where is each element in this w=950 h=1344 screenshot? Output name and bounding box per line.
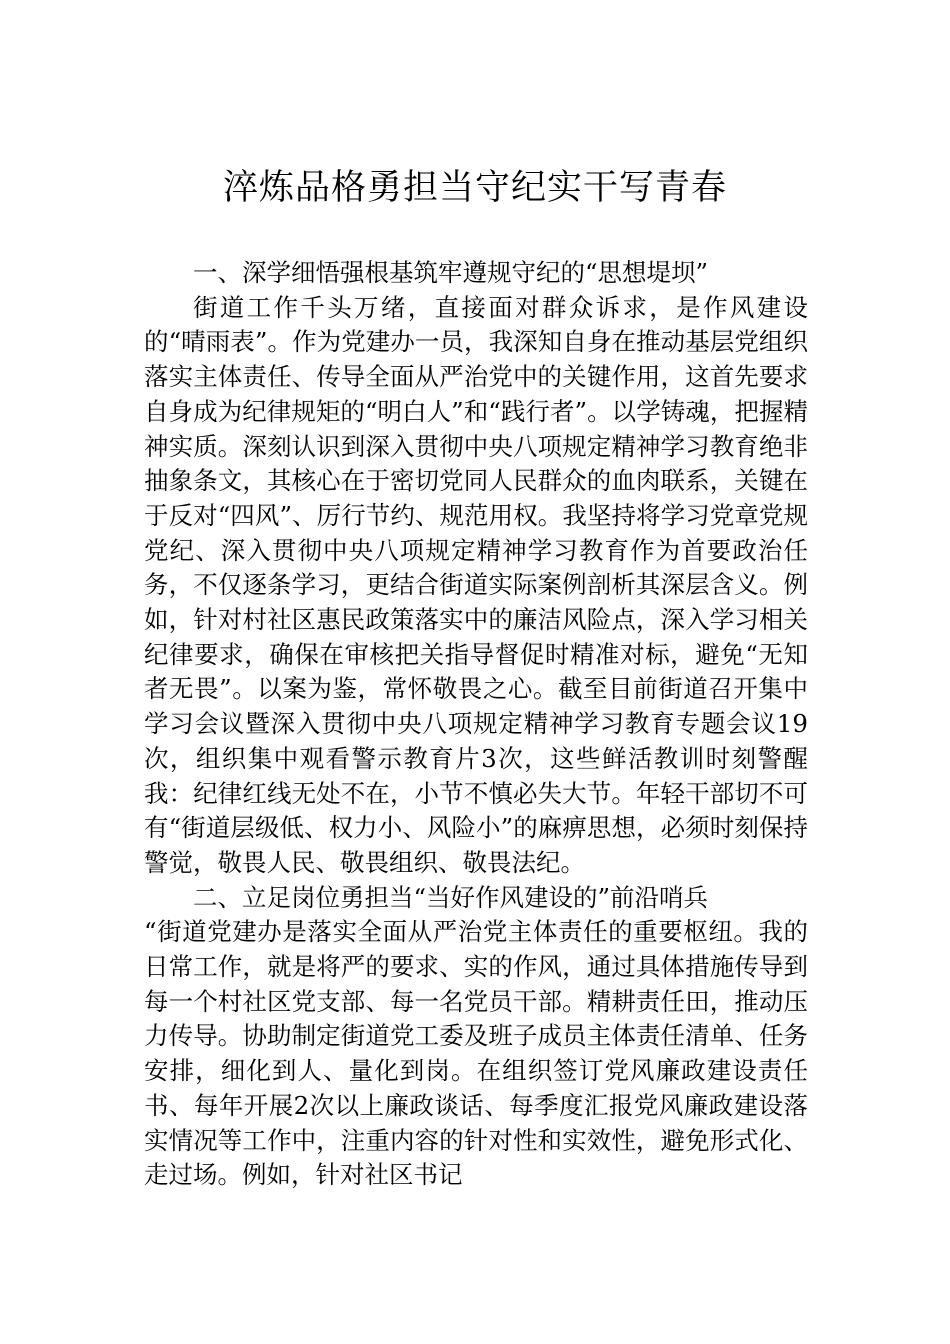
body-paragraph-1: 街道工作千头万绪，直接面对群众诉求，是作风建设的“晴雨表”。作为党建办一员，我深知自身在推动基层党组织落实主体责任、传导全面从严治党中的关键作用，这首先要求自身成为纪律规矩的“明白人”和“践行者”。以学铸魂，把握精神实质。深刻认识到深入贯彻中央八项规定精神学习教育绝非抽象条文，其核心在于密切党同人民群众的血肉联系，关键在于反对“四风”、厉行节约、规范用权。我坚持将学习党章党规党纪、深入贯彻中央八项规定精神学习教育作为首要政治任务，不仅逐条学习，更结合街道实际案例剖析其深层含义。例如，针对村社区惠民政策落实中的廉洁风险点，深入学习相关纪律要求，确保在审核把关指导督促时精准对标，避免“无知者无畏”。以案为鉴，常怀敬畏之心。截至目前街道召开集中学习会议暨深入贯彻中央八项规定精神学习教育专题会议19次，组织集中观看警示教育片3次，这些鲜活教训时刻警醒我：纪律红线无处不在，小节不慎必失大节。年轻干部切不可有“街道层级低、权力小、风险小”的麻痹思想，必须时刻保持警觉，敬畏人民、敬畏组织、敬畏法纪。 [144,292,808,877]
document-title: 淬炼品格勇担当守纪实干写青春 [222,168,727,208]
document-body [144,256,808,1193]
section-heading-1: 一、深学细悟强根基筑牢遵规守纪的“思想堤坝” [193,258,709,287]
section-heading-2: 二、立足岗位勇担当“当好作风建设的”前沿哨兵 [193,882,709,912]
body-paragraph-2: “街道党建办是落实全面从严治党主体责任的重要枢纽。我的日常工作，就是将严的要求、实的作风，通过具体措施传导到每一个村社区党支部、每一名党员干部。精耕责任田，推动压力传导。协助制定街道党工委及班子成员主体责任清单、任务安排，细化到人、量化到岗。在组织签订党风廉政建设责任书、每年开展2次以上廉政谈话、每季度汇报党风廉政建设落实情况等工作中，注重内容的针对性和实效性，避免形式化、走过场。例如，针对社区书记 [144,917,808,1190]
